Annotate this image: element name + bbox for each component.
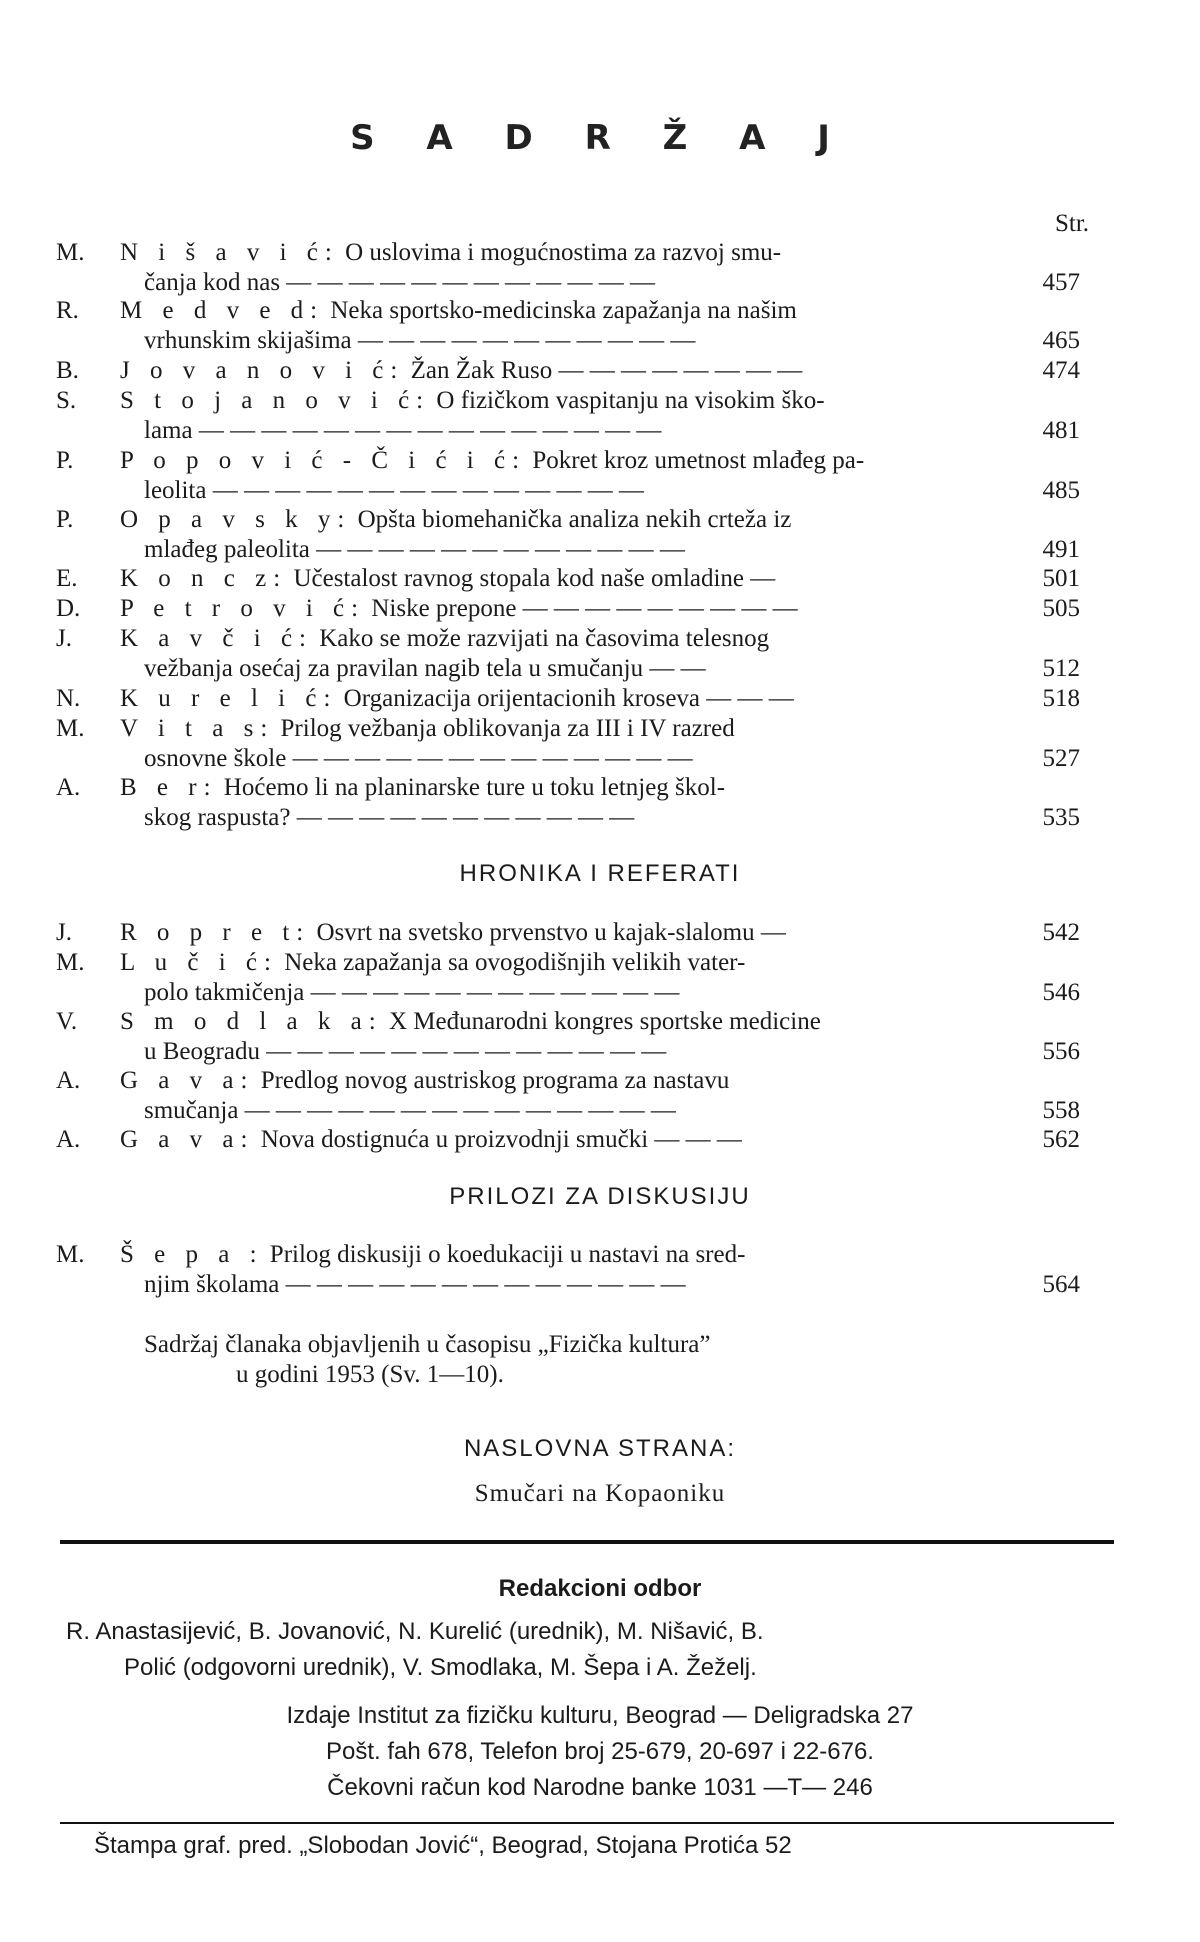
author-name: K u r e l i ć:: [120, 685, 338, 712]
entry-title: Osvrt na svetsko prvenstvo u kajak-slalomu —: [316, 919, 786, 946]
author-name: J o v a n o v i ć:: [120, 357, 405, 384]
toc-entry: [56, 238, 1116, 298]
entry-title: Nova dostignuća u proizvodnji smučki — — —: [260, 1126, 742, 1153]
author-name: S t o j a n o v i ć:: [120, 387, 431, 414]
author-name: L u č i ć:: [120, 949, 278, 976]
entry-title: Neka zapažanja sa ovogodišnjih velikih vater-: [284, 949, 746, 976]
printer-footer: Štampa graf. pred. „Slobodan Jović“, Beograd, Stojana Protića 52: [94, 1832, 792, 1859]
entry-title: Neka sportsko-medicinska zapažanja na našim: [330, 297, 797, 324]
editorial-board-line1: R. Anastasijević, B. Jovanović, N. Kurelić (urednik), M. Nišavić, B.: [66, 1618, 764, 1645]
entry-title: Niske prepone — — — — — — — — —: [371, 595, 798, 622]
editorial-board-line2: Polić (odgovorni urednik), V. Smodlaka, M. Šepa i A. Žeželj.: [124, 1654, 757, 1681]
author-initial: M.: [56, 239, 85, 266]
page-number: 556: [1042, 1038, 1080, 1065]
author-initial: R.: [56, 297, 79, 324]
section-heading-hronika: HRONIKA I REFERATI: [459, 860, 741, 887]
entry-title: Žan Žak Ruso — — — — — — — —: [410, 357, 803, 384]
entry-title: Opšta biomehanička analiza nekih crteža iz: [357, 506, 792, 533]
author-name: P o p o v i ć - Č i ć i ć:: [120, 447, 527, 474]
page-number: 491: [1042, 536, 1080, 563]
toc-entry: [56, 564, 1116, 594]
editorial-board: [66, 1614, 1116, 1686]
toc-entry: [56, 1240, 1116, 1300]
author-initial: M.: [56, 1241, 85, 1268]
author-initial: P.: [56, 506, 74, 533]
author-initial: B.: [56, 357, 79, 384]
entry-title: O uslovima i mogućnostima za razvoj smu-: [345, 239, 782, 266]
entry-title-cont: čanja kod nas — — — — — — — — — — — —: [144, 269, 656, 296]
toc-entry: [56, 918, 1116, 948]
author-initial: J.: [56, 625, 72, 652]
publisher-info: [0, 1698, 1200, 1806]
page-number: 535: [1042, 804, 1080, 831]
toc-entry: [56, 356, 1116, 386]
entry-title: Kako se može razvijati na časovima telesnog: [319, 625, 770, 652]
author-initial: A.: [56, 1067, 81, 1094]
entry-title: O fizičkom vaspitanju na visokim ško-: [436, 387, 825, 414]
section-heading-prilozi: PRILOZI ZA DISKUSIJU: [449, 1183, 751, 1210]
author-initial: M.: [56, 949, 85, 976]
entry-title-cont: polo takmičenja — — — — — — — — — — — —: [144, 979, 680, 1006]
entry-title: Prilog vežbanja oblikovanja za III i IV razred: [280, 715, 735, 742]
page-number: 505: [1042, 595, 1080, 622]
toc-entry: [56, 386, 1116, 446]
author-initial: E.: [56, 565, 78, 592]
author-name: S m o d l a k a:: [120, 1008, 383, 1035]
page-number: 546: [1042, 979, 1080, 1006]
toc-entry: [56, 1066, 1116, 1126]
author-name: G a v a:: [120, 1067, 255, 1094]
page-number: 501: [1042, 565, 1080, 592]
author-initial: V.: [56, 1008, 78, 1035]
author-name: P e t r o v i ć:: [120, 595, 366, 622]
toc-entry: [56, 505, 1116, 565]
author-name: G a v a:: [120, 1126, 255, 1153]
entry-title: Organizacija orijentacionih kroseva — — —: [343, 685, 794, 712]
page-number: 474: [1042, 357, 1080, 384]
author-initial: N.: [56, 685, 81, 712]
entry-title-cont: u Beogradu — — — — — — — — — — — — —: [144, 1038, 667, 1065]
page-number: 564: [1042, 1271, 1080, 1298]
toc-entry: [56, 773, 1116, 833]
index-note: [144, 1330, 710, 1390]
author-name: N i š a v i ć:: [120, 239, 339, 266]
author-name: R o p r e t:: [120, 919, 311, 946]
toc-entry: [56, 714, 1116, 774]
cover-label: NASLOVNA STRANA:: [463, 1435, 737, 1462]
author-initial: P.: [56, 447, 74, 474]
index-note-line2: u godini 1953 (Sv. 1—10).: [236, 1361, 504, 1388]
editorial-board-title: Redakcioni odbor: [498, 1575, 702, 1602]
author-name: M e d v e d:: [120, 297, 325, 324]
page-number: 558: [1042, 1097, 1080, 1124]
author-name: Š e p a :: [120, 1241, 264, 1268]
entry-title: Hoćemo li na planinarske ture u toku letnjeg škol-: [223, 774, 726, 801]
entry-title-cont: smučanja — — — — — — — — — — — — — —: [144, 1097, 676, 1124]
page-number: 485: [1042, 477, 1080, 504]
index-note-line1: Sadržaj članaka objavljenih u časopisu „Fizička kultura”: [144, 1331, 711, 1358]
entry-title-cont: mlađeg paleolita — — — — — — — — — — — —: [144, 536, 685, 563]
author-name: O p a v s k y:: [120, 506, 352, 533]
entry-title-cont: lama — — — — — — — — — — — — — — —: [144, 417, 662, 444]
author-initial: A.: [56, 774, 81, 801]
page-number: 481: [1042, 417, 1080, 444]
author-initial: J.: [56, 919, 72, 946]
entry-title-cont: osnovne škole — — — — — — — — — — — — —: [144, 745, 693, 772]
toc-entry: [56, 948, 1116, 1008]
toc-entry: [56, 684, 1116, 714]
page-number: 457: [1042, 269, 1080, 296]
entry-title: X Međunarodni kongres sportske medicine: [388, 1008, 821, 1035]
toc-entry: [56, 446, 1116, 506]
page-number: 542: [1042, 919, 1080, 946]
divider-line: [60, 1540, 1114, 1544]
entry-title: Pokret kroz umetnost mlađeg pa-: [532, 447, 865, 474]
entry-title-cont: skog raspusta? — — — — — — — — — — —: [144, 804, 635, 831]
entry-title: Prilog diskusiji o koedukaciji u nastavi na sred-: [269, 1241, 746, 1268]
page-column-label: Str.: [1055, 210, 1090, 237]
author-name: V i t a s:: [120, 715, 275, 742]
page-number: 562: [1042, 1126, 1080, 1153]
author-initial: D.: [56, 595, 81, 622]
author-initial: S.: [56, 387, 77, 414]
toc-entry: [56, 624, 1116, 684]
toc-entry: [56, 1007, 1116, 1067]
entry-title-cont: njim školama — — — — — — — — — — — — —: [144, 1271, 686, 1298]
author-name: B e r:: [120, 774, 218, 801]
author-initial: M.: [56, 715, 85, 742]
toc-entry: [56, 1125, 1116, 1155]
toc-entry: [56, 296, 1116, 356]
toc-entry: [56, 594, 1116, 624]
page-number: 465: [1042, 327, 1080, 354]
entry-title: Predlog novog austriskog programa za nastavu: [260, 1067, 730, 1094]
author-name: K a v č i ć:: [120, 625, 313, 652]
publisher-line3: Čekovni račun kod Narodne banke 1031 —T— 246: [327, 1774, 873, 1801]
entry-title-cont: leolita — — — — — — — — — — — — — —: [144, 477, 644, 504]
page-title: S A D R Ž A J: [350, 118, 850, 158]
page-number: 518: [1042, 685, 1080, 712]
page-number: 512: [1042, 655, 1080, 682]
publisher-line2: Pošt. fah 678, Telefon broj 25-679, 20-697 i 22-676.: [326, 1738, 874, 1765]
author-name: K o n c z:: [120, 565, 288, 592]
publisher-line1: Izdaje Institut za fizičku kulturu, Beograd — Deligradska 27: [286, 1702, 914, 1729]
entry-title-cont: vežbanja osećaj za pravilan nagib tela u smučanju — —: [144, 655, 706, 682]
divider-line: [60, 1822, 1114, 1824]
entry-title: Učestalost ravnog stopala kod naše omladine —: [293, 565, 776, 592]
cover-description: Smučari na Kopaoniku: [474, 1480, 726, 1507]
entry-title-cont: vrhunskim skijašima — — — — — — — — — — —: [144, 327, 696, 354]
author-initial: A.: [56, 1126, 81, 1153]
page-number: 527: [1042, 745, 1080, 772]
